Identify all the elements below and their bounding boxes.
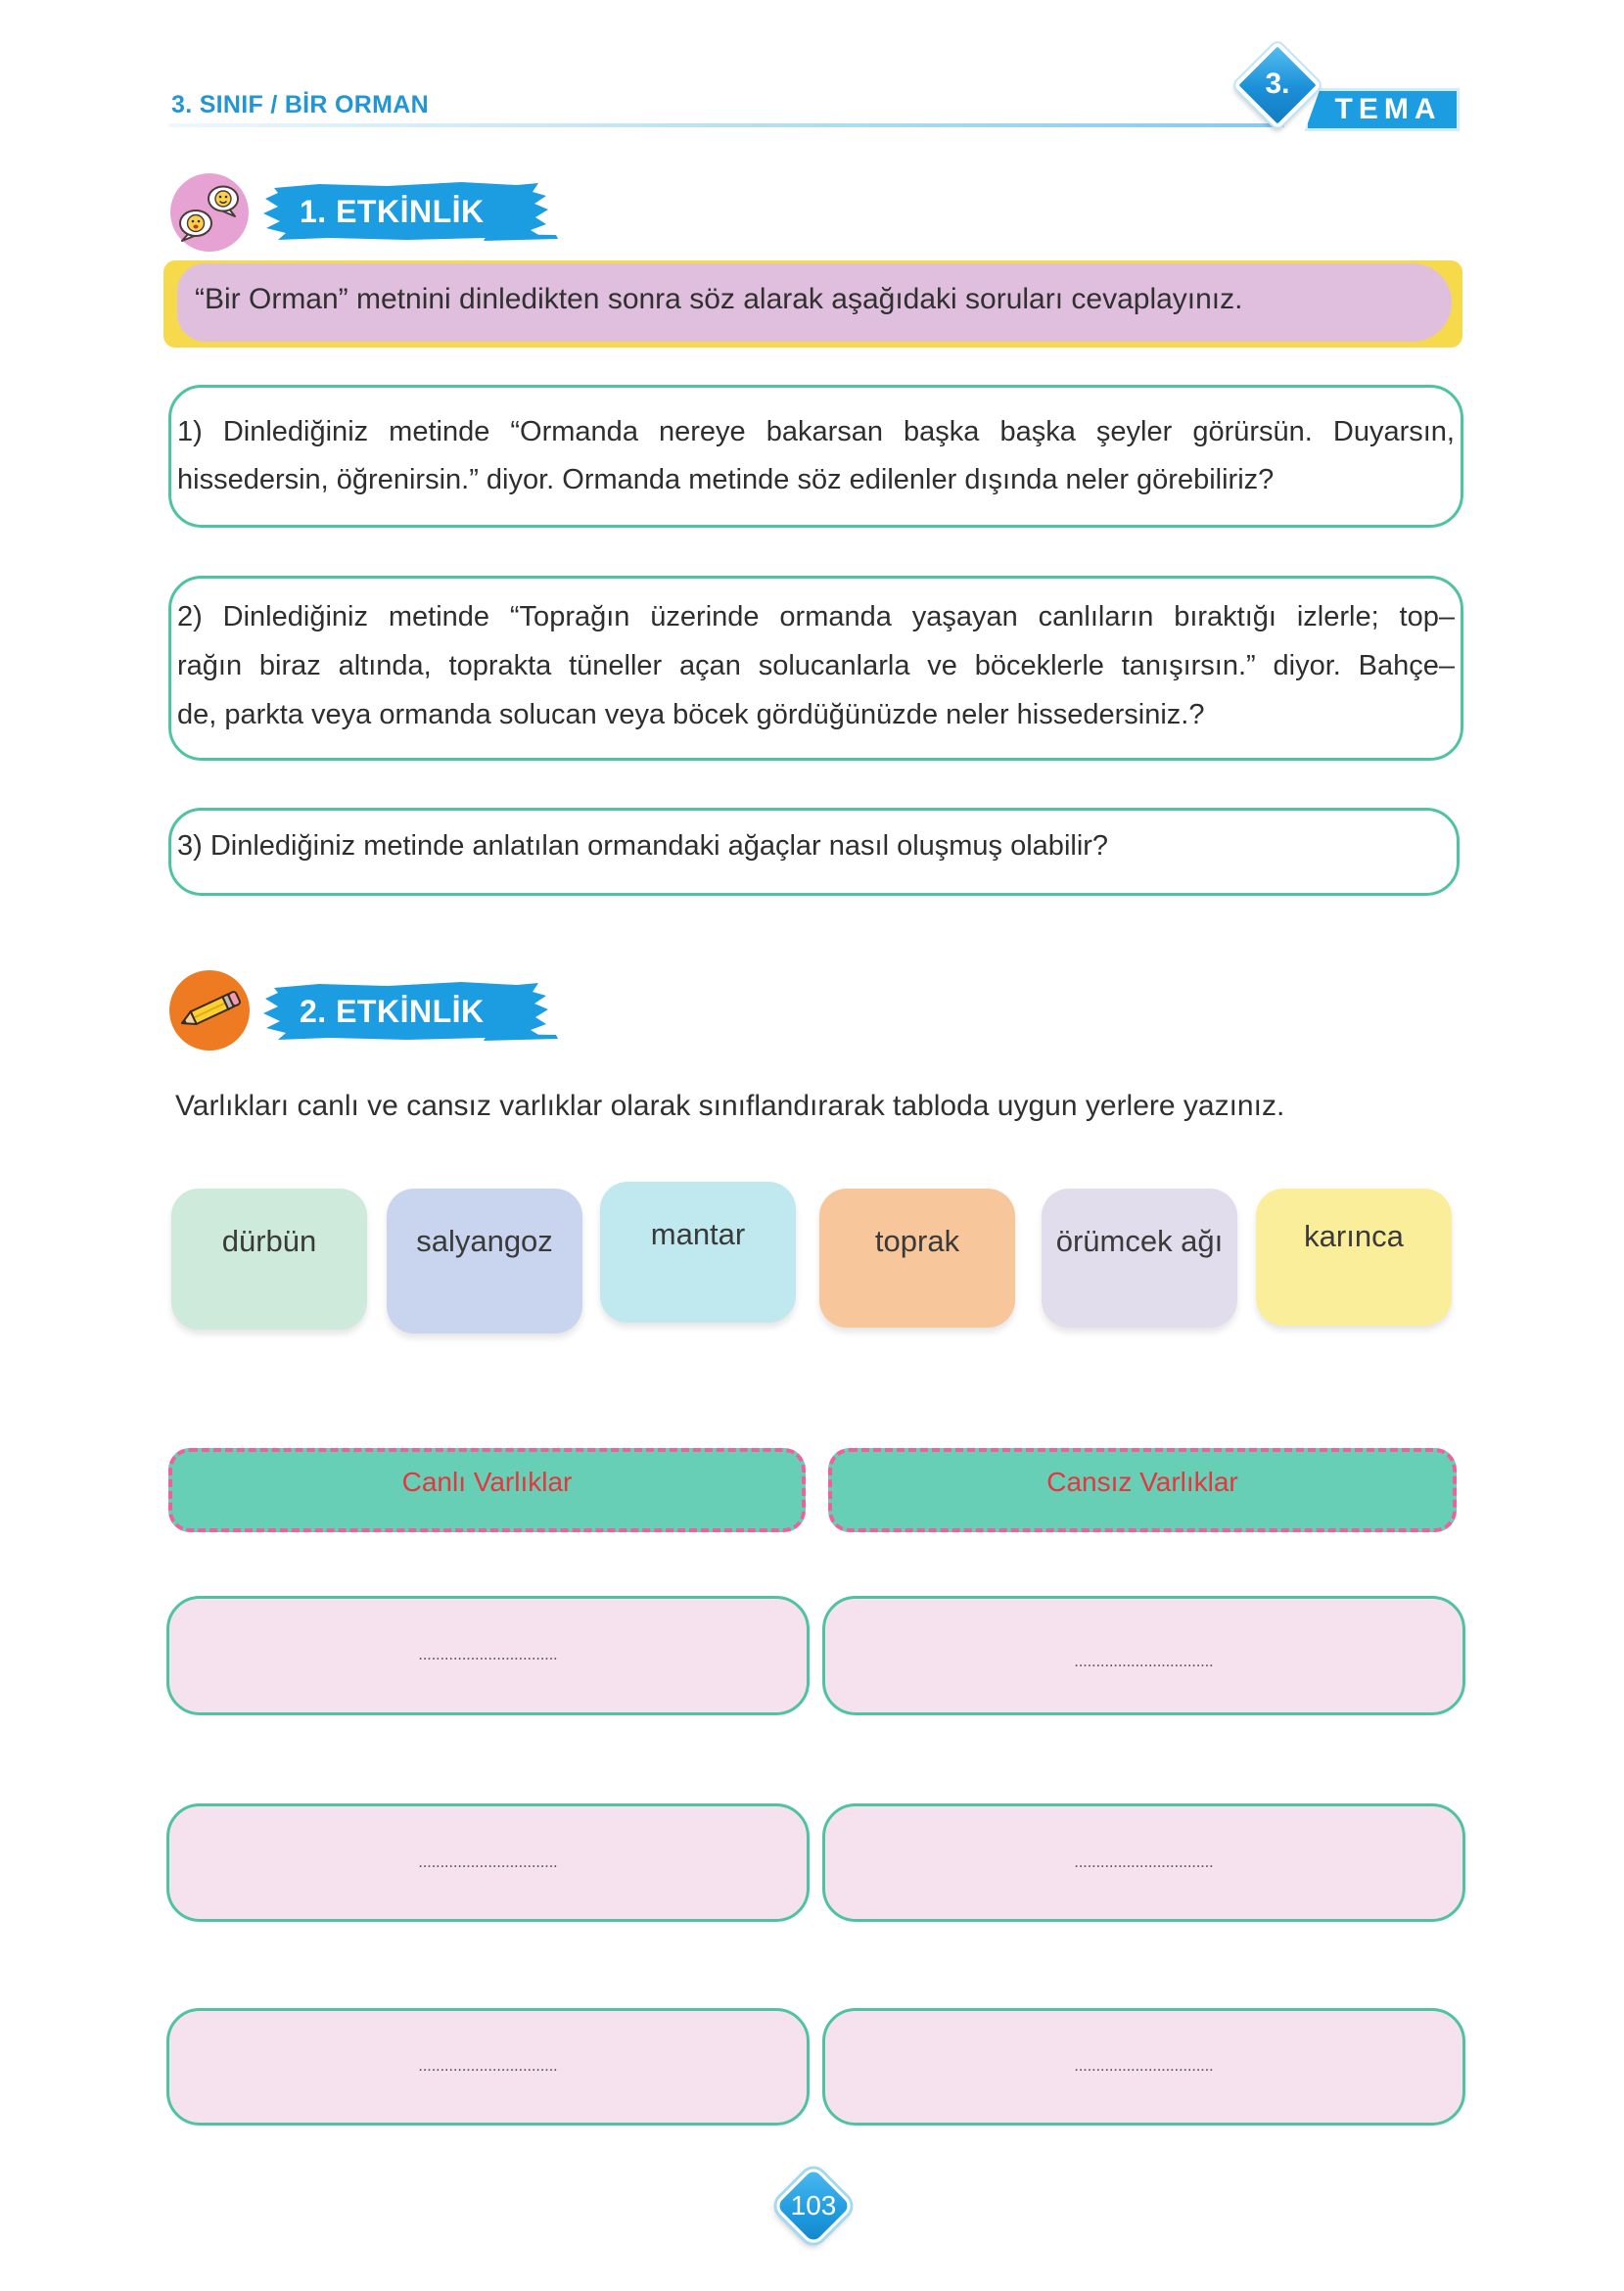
activity-1-banner — [260, 179, 559, 244]
word-card-mantar — [600, 1182, 796, 1323]
column-header-nonliving: Cansız Varlıklar — [828, 1448, 1457, 1532]
word-card-label: örümcek ağı — [1055, 1224, 1224, 1258]
answer-blank: ................................ — [418, 1853, 558, 1871]
activity-2-label: 2. ETKİNLİK — [300, 994, 485, 1029]
page-number: 103 — [790, 2190, 837, 2221]
word-card-label: karınca — [1304, 1219, 1404, 1253]
speech-bubbles-icon-graphic — [169, 172, 250, 253]
activity-2-instruction: Varlıkları canlı ve cansız varlıklar olarak sınıflandırarak tabloda uygun yerlere yazınız. — [175, 1090, 1285, 1122]
question-2-line-2: rağın biraz altında, toprakta tüneller açan solucanlarla ve böceklerle tanışırsın.” diyor. Bahçe– — [177, 650, 1455, 681]
answer-box-nonliving-1 — [822, 1596, 1465, 1715]
theme-label: TEMA — [1334, 93, 1442, 125]
question-3-line-1: 3) Dinlediğiniz metinde anlatılan ormandaki ağaçlar nasıl oluşmuş olabilir? — [177, 830, 1109, 862]
answer-blank: ................................ — [1074, 1654, 1214, 1670]
answer-box-nonliving-2 — [822, 1803, 1465, 1922]
word-card-salyangoz — [387, 1189, 582, 1333]
pencil-icon-graphic — [168, 969, 251, 1052]
speech-bubbles-icon — [169, 172, 250, 253]
word-card-orumcek-agi — [1042, 1189, 1237, 1328]
question-box-1 — [168, 385, 1463, 528]
word-card-durbun — [171, 1189, 367, 1330]
activity-1-label: 1. ETKİNLİK — [300, 194, 485, 229]
answer-blank: ................................ — [418, 1647, 558, 1663]
column-header-living: Canlı Varlıklar — [168, 1448, 806, 1532]
answer-box-living-2 — [166, 1803, 810, 1922]
question-2-line-1: 2) Dinlediğiniz metinde “Toprağın üzerinde ormanda yaşayan canlıların bıraktığı izlerle; top– — [177, 601, 1455, 632]
answer-blank: ................................ — [1074, 2058, 1214, 2075]
answer-blank: ................................ — [418, 2058, 558, 2075]
word-card-label: toprak — [874, 1224, 960, 1258]
word-card-karinca — [1256, 1189, 1452, 1326]
question-box-3 — [168, 808, 1460, 896]
word-card-label: salyangoz — [416, 1224, 553, 1258]
answer-box-living-3 — [166, 2008, 810, 2126]
question-1-line-2: hissedersin, öğrenirsin.” diyor. Ormanda metinde söz edilenler dışında neler görebiliriz? — [177, 464, 1275, 495]
word-card-toprak — [819, 1189, 1015, 1328]
word-card-label: dürbün — [221, 1224, 317, 1258]
pencil-icon — [168, 969, 251, 1052]
activity-2-banner — [260, 979, 559, 1044]
question-box-2 — [168, 576, 1463, 761]
answer-blank: ................................ — [1074, 1853, 1214, 1871]
header-title: 3. SINIF / BİR ORMAN — [171, 91, 429, 118]
answer-box-living-1 — [166, 1596, 810, 1715]
question-1-line-1: 1) Dinlediğiniz metinde “Ormanda nereye bakarsan başka başka şeyler görürsün. Duyarsın, — [177, 416, 1455, 447]
theme-number: 3. — [1265, 68, 1290, 100]
word-card-label: mantar — [650, 1217, 746, 1251]
activity-1-instruction: “Bir Orman” metnini dinledikten sonra söz alarak aşağıdaki soruları cevaplayınız. — [195, 283, 1243, 315]
header-rule — [168, 123, 1284, 127]
question-2-line-3: de, parkta veya ormanda solucan veya böcek gördüğünüzde neler hissedersiniz.? — [177, 699, 1205, 730]
answer-box-nonliving-3 — [822, 2008, 1465, 2126]
